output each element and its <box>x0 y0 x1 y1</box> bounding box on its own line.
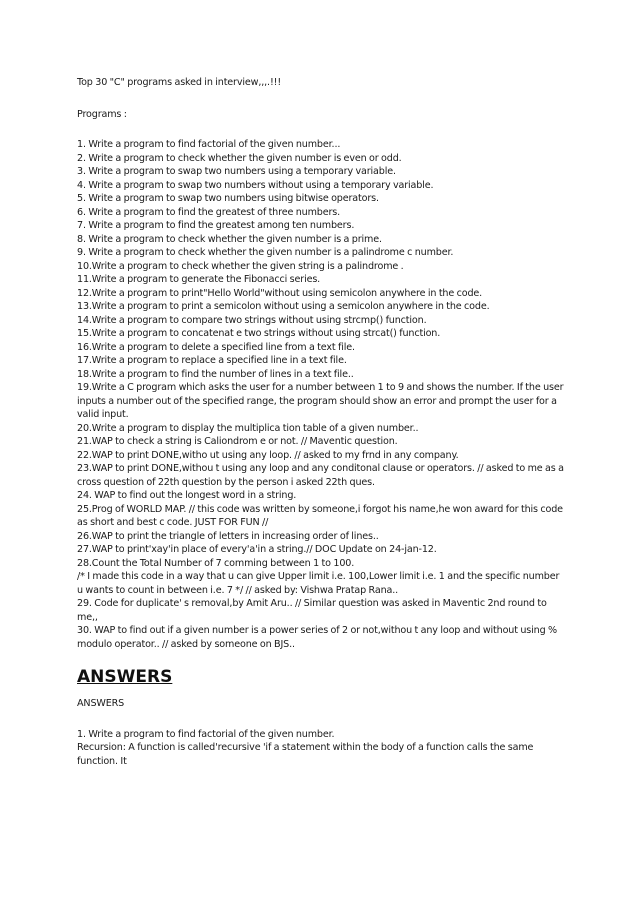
list-item: 18.Write a program to find the number of lines in a text file.. <box>77 368 354 380</box>
list-item: 12.Write a program to print"Hello World"without using semicolon anywhere in the code. <box>77 287 483 299</box>
list-item: 24. WAP to find out the longest word in a string. <box>77 490 297 501</box>
list-item: valid input. <box>77 409 129 420</box>
list-item: 21.WAP to check a string is Caliondrom e or not. // Maventic question. <box>77 436 398 447</box>
list-item: 27.WAP to print'xay'in place of every'a'in a string.// DOC Update on 24-jan-12. <box>77 544 437 555</box>
answers-heading: ANSWERS <box>77 667 173 687</box>
program-list <box>77 138 565 651</box>
list-item: 4. Write a program to swap two numbers without using a temporary variable. <box>77 179 434 191</box>
list-item: 20.Write a program to display the multiplica tion table of a given number.. <box>77 422 419 434</box>
list-item: 11.Write a program to generate the Fibonacci series. <box>77 274 321 285</box>
document-title: Top 30 "C" programs asked in interview,,,.!!! <box>77 77 282 88</box>
list-item: 25.Prog of WORLD MAP. // this code was written by someone,i forgot his name,he won award for this code as short and best c code. JUST FOR FUN // <box>77 503 563 528</box>
list-item: inputs a number out of the specified range, the program should show an error and prompt the user for a <box>77 395 557 407</box>
list-item: 23.WAP to print DONE,withou t using any loop and any conditonal clause or operators. // asked to me as a cross question of 22th question by the person i asked 22th ques. <box>77 463 564 488</box>
list-item: 17.Write a program to replace a specified line in a text file. <box>77 355 347 366</box>
answers-subheading: ANSWERS <box>77 698 125 709</box>
list-item: 26.WAP to print the triangle of letters in increasing order of lines.. <box>77 530 379 542</box>
list-item: /* I made this code in a way that u can give Upper limit i.e. 100,Lower limit i.e. 1 and the specific number u wants to count in between i.e. 7 */ // asked by: Vishwa Pratap Rana.. <box>77 571 560 596</box>
list-item: 13.Write a program to print a semicolon without using a semicolon anywhere in the code. <box>77 301 490 312</box>
answer-1-body: Recursion: A function is called'recursive 'if a statement within the body of a function calls the same function. It <box>77 742 534 767</box>
list-item: 2. Write a program to check whether the given number is even or odd. <box>77 152 402 164</box>
section-label-programs: Programs : <box>77 108 127 120</box>
list-item: 15.Write a program to concatenat e two strings without using strcat() function. <box>77 328 441 339</box>
list-item: 1. Write a program to find factorial of the given number... <box>77 139 341 150</box>
list-item: 9. Write a program to check whether the given number is a palindrome c number. <box>77 247 454 258</box>
list-item: 19.Write a C program which asks the user for a number between 1 to 9 and shows the number. If the user <box>77 382 564 393</box>
list-item: 7. Write a program to find the greatest among ten numbers. <box>77 220 355 231</box>
list-item: 5. Write a program to swap two numbers using bitwise operators. <box>77 193 379 204</box>
list-item: 3. Write a program to swap two numbers using a temporary variable. <box>77 166 396 177</box>
document-page <box>77 76 565 768</box>
list-item: 10.Write a program to check whether the given string is a palindrome . <box>77 260 404 272</box>
list-item: 8. Write a program to check whether the given number is a prime. <box>77 233 382 245</box>
list-item: 30. WAP to find out if a given number is a power series of 2 or not,withou t any loop and without using % modulo operator.. // asked by someone on BJS.. <box>77 625 557 650</box>
list-item: 28.Count the Total Number of 7 comming between 1 to 100. <box>77 557 355 569</box>
list-item: 22.WAP to print DONE,witho ut using any loop. // asked to my frnd in any company. <box>77 449 459 461</box>
answer-1-title: 1. Write a program to find factorial of the given number. <box>77 728 335 740</box>
list-item: 14.Write a program to compare two strings without using strcmp() function. <box>77 314 427 326</box>
list-item: 6. Write a program to find the greatest of three numbers. <box>77 206 340 218</box>
list-item: 16.Write a program to delete a specified line from a text file. <box>77 341 355 353</box>
list-item: 29. Code for duplicate' s removal,by Amit Aru.. // Similar question was asked in Maventic 2nd round to me,, <box>77 598 547 623</box>
